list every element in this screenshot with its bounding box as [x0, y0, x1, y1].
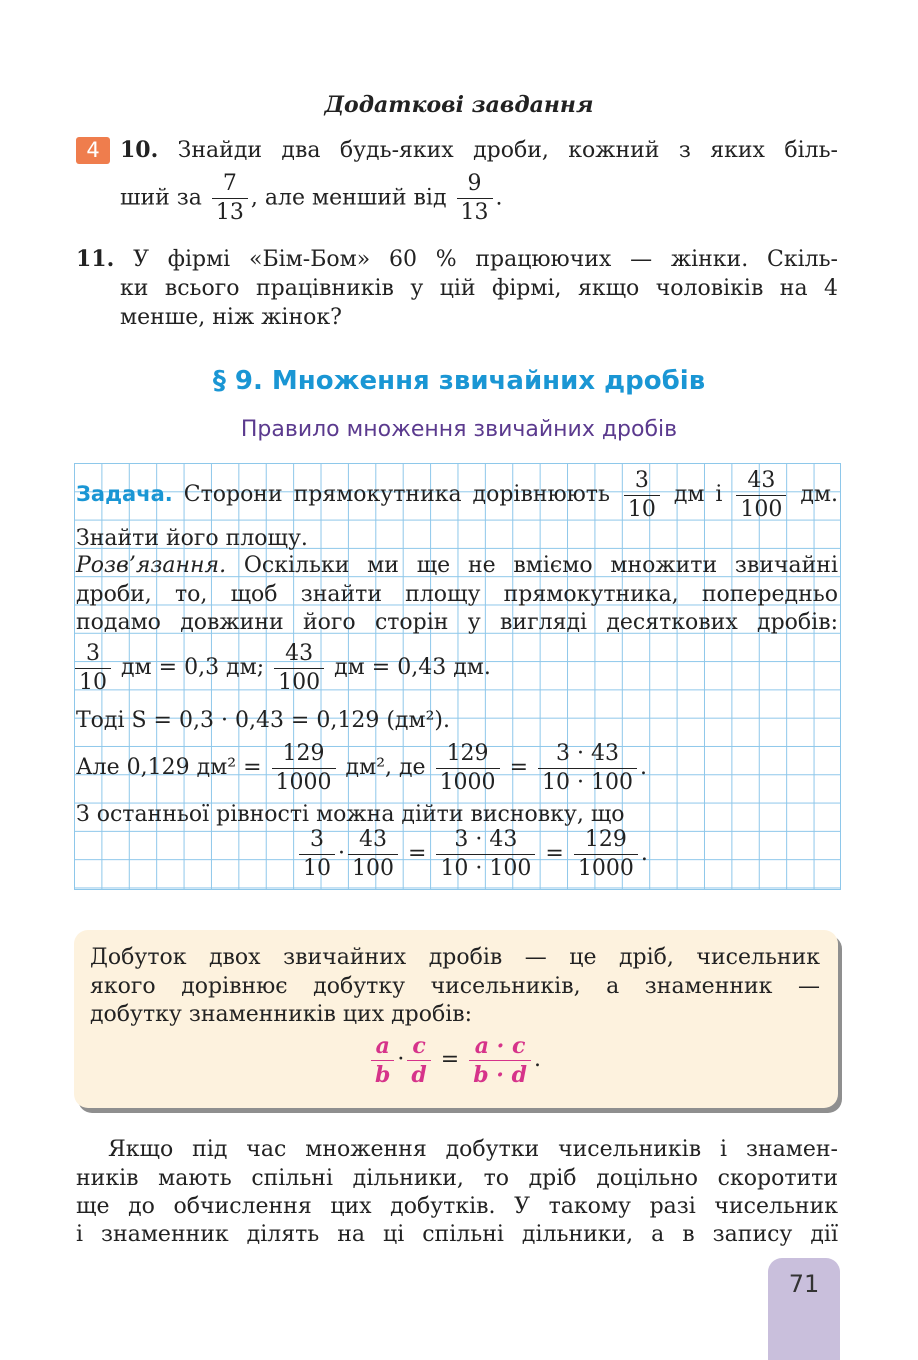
subsection-title: Правило множення звичайних дробів — [240, 417, 678, 442]
fraction-129-1000-b: $\frac{129}{1000}$ — [436, 743, 500, 794]
paragraph-line1: Якщо під час множення добутки чисельників і знамен- — [108, 1137, 838, 1162]
solution-label: Розв’язання. — [76, 553, 227, 578]
solution-text: Оскільки ми ще не вміємо множити звичайні — [243, 553, 838, 578]
task-11-text: У фірмі «Бім-Бом» 60 % працюючих — жінки. Скіль- — [133, 247, 838, 272]
paragraph-line4: і знаменник ділять на ці спільні дільники, а в запису дії — [76, 1222, 838, 1247]
final-end: . — [640, 841, 648, 866]
final-equation — [296, 826, 648, 882]
formula-fraction-ac-bd: $\frac{a \cdot c}{b \cdot d}$ — [469, 1035, 531, 1086]
task-10-text: Знайди два будь-яких дроби, кожний з яких біль- — [177, 138, 838, 163]
conversion-line — [72, 640, 491, 696]
task-11-line1 — [76, 245, 838, 274]
paragraph-line2: ників мають спільні дільники, то дріб доцільно скоротити — [76, 1166, 838, 1191]
fraction-3-10-conv: $\frac{3}{10}$ — [75, 643, 111, 694]
page-number: 71 — [788, 1270, 820, 1298]
but-mid: дм², де — [345, 755, 426, 780]
formula-mul: · — [397, 1047, 405, 1072]
conversion-2: дм = 0,43 дм. — [334, 655, 491, 680]
task-10-text-pre: ший за — [120, 185, 202, 211]
paragraph-line3: ще до обчислення цих добутків. У такому разі чисельник — [76, 1194, 838, 1219]
but-line — [76, 740, 647, 796]
final-mul: · — [338, 841, 345, 866]
rule-formula — [368, 1028, 541, 1092]
task-10-line2 — [120, 173, 838, 224]
level-badge: 4 — [76, 137, 110, 164]
final-fraction-2: $\frac{43}{100}$ — [348, 829, 398, 880]
final-eq2: = — [545, 841, 564, 866]
conversion-1: дм = 0,3 дм; — [121, 655, 265, 680]
but-pre: Але 0,129 дм² = — [76, 755, 262, 780]
formula-fraction-c-d: $\frac{c}{d}$ — [407, 1035, 430, 1086]
solution-line3: подамо довжини його сторін у вигляді десяткових дробів: — [76, 610, 838, 635]
fraction-43-100: $\frac{43}{100}$ — [736, 470, 786, 521]
task-10-text-mid: , але менший від — [250, 185, 447, 211]
problem-label: Задача. — [76, 482, 173, 506]
fraction-3x43-10x100: $\frac{3 \cdot 43}{10 \cdot 100}$ — [538, 743, 637, 794]
final-fraction-4: $\frac{129}{1000}$ — [574, 829, 638, 880]
final-eq1: = — [408, 841, 427, 866]
rule-line2: якого дорівнює добутку чисельників, а знаменник — — [90, 974, 820, 999]
formula-fraction-a-b: $\frac{a}{b}$ — [371, 1035, 394, 1086]
fraction-129-1000: $\frac{129}{1000}$ — [272, 743, 336, 794]
fraction-9-13: $\frac{9}{13}$ — [457, 173, 493, 224]
problem-line1 — [76, 466, 838, 523]
task-11-line2: ки всього працівників у цій фірмі, якщо чоловіків на 4 — [120, 276, 838, 301]
fraction-7-13: $\frac{7}{13}$ — [212, 173, 248, 224]
task-10-number: 10. — [120, 137, 159, 163]
problem-unit-end: дм. — [800, 482, 839, 507]
solution-line1 — [76, 551, 838, 580]
section-title: § 9. Множення звичайних дробів — [212, 366, 706, 396]
task-10-line1 — [120, 136, 838, 165]
problem-line2: Знайти його площу. — [76, 526, 308, 551]
task-11-line3: менше, ніж жінок? — [120, 305, 342, 330]
but-dot: . — [639, 755, 647, 780]
formula-eq: = — [440, 1047, 460, 1072]
rule-line3: добутку знаменників цих дробів: — [90, 1002, 473, 1027]
rule-line1: Добуток двох звичайних дробів — це дріб, чисельник — [90, 945, 820, 970]
then-line: Тоді S = 0,3 · 0,43 = 0,129 (дм²). — [76, 708, 450, 733]
task-11-number: 11. — [76, 246, 115, 272]
solution-line2: дроби, то, щоб знайти площу прямокутника, попередньо — [76, 582, 838, 607]
extra-tasks-heading: Додаткові завдання — [324, 92, 594, 118]
problem-unit-and: дм і — [673, 482, 723, 507]
final-fraction-3: $\frac{3 \cdot 43}{10 \cdot 100}$ — [436, 829, 535, 880]
problem-intro: Сторони прямокутника дорівнюють — [183, 482, 610, 507]
final-fraction-1: $\frac{3}{10}$ — [299, 829, 335, 880]
fraction-43-100-conv: $\frac{43}{100}$ — [274, 643, 324, 694]
equals-sign: = — [509, 755, 528, 780]
conclusion-line: З останньої рівності можна дійти висновку, що — [76, 802, 625, 827]
fraction-3-10: $\frac{3}{10}$ — [624, 470, 660, 521]
task-10-period: . — [495, 185, 503, 211]
formula-end: . — [533, 1047, 541, 1072]
